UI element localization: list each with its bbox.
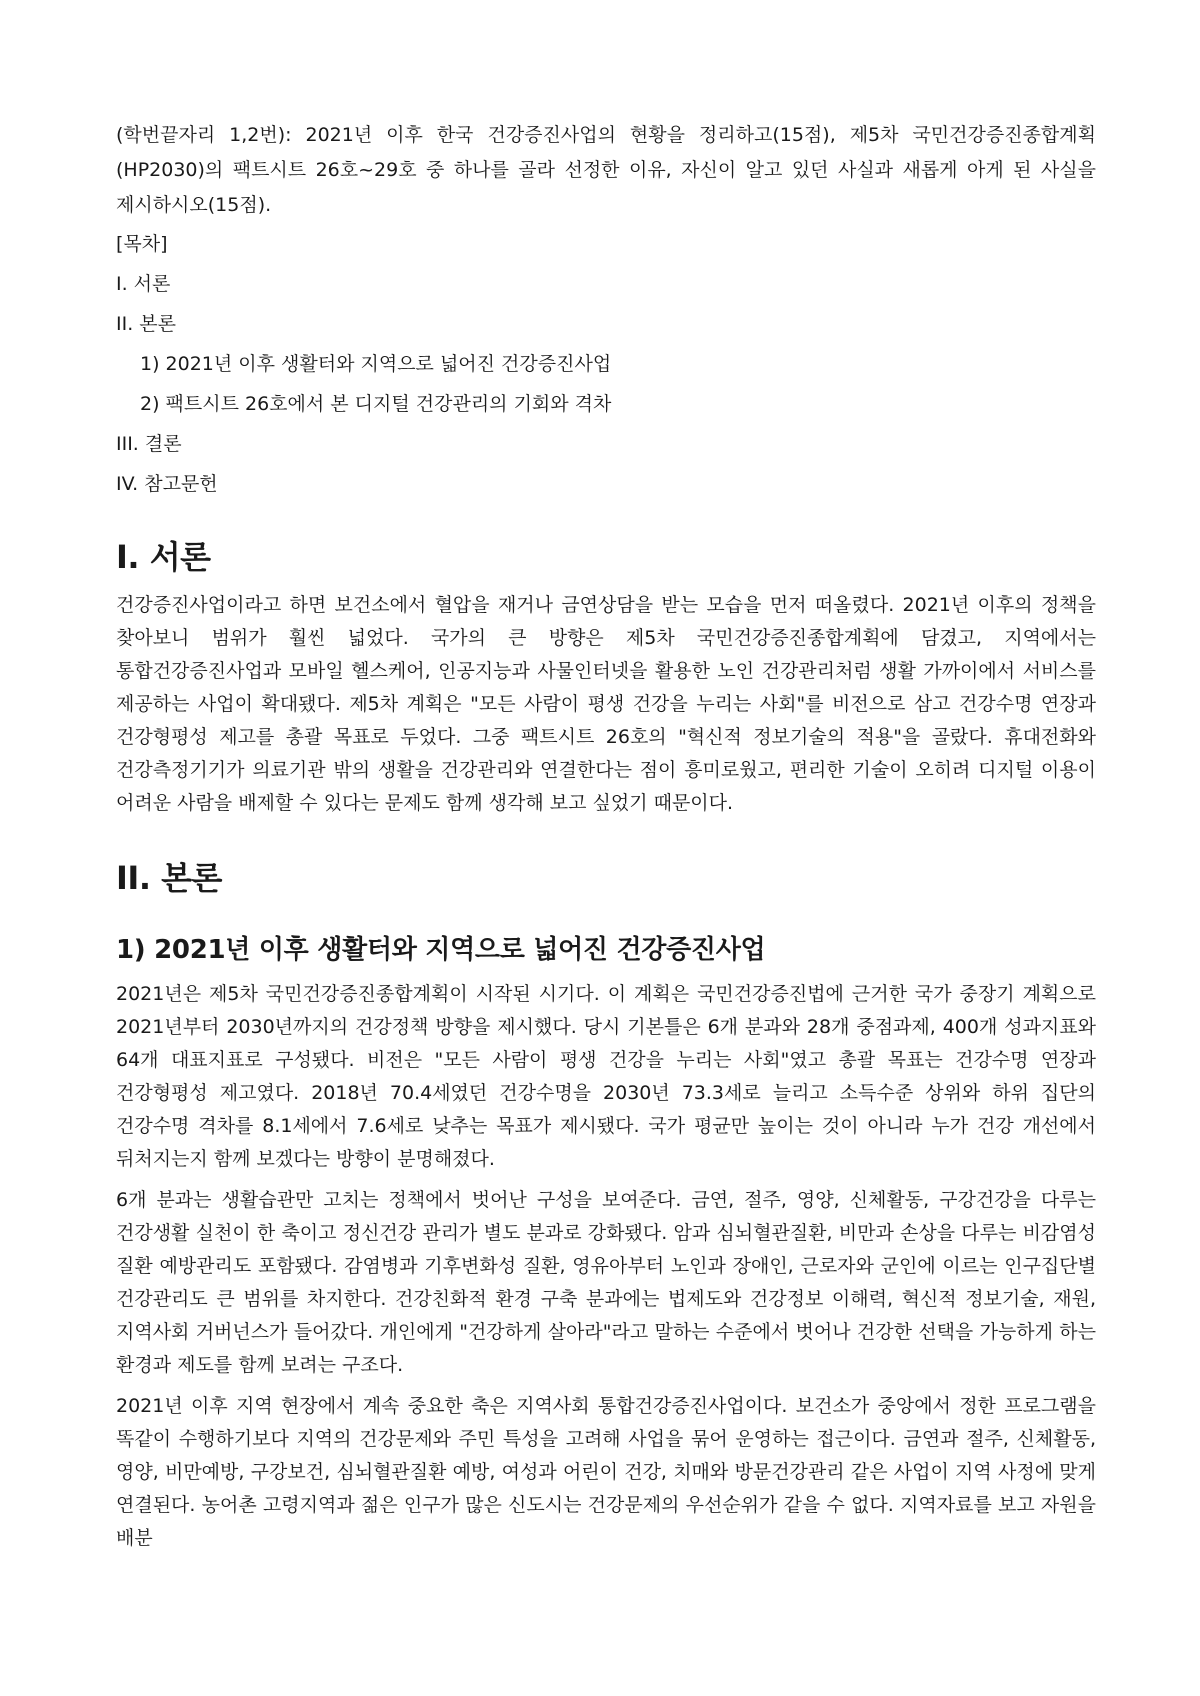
introduction-paragraph: 건강증진사업이라고 하면 보건소에서 혈압을 재거나 금연상담을 받는 모습을 먼저 떠올렸다. 2021년 이후의 정책을 찾아보니 범위가 훨씬 넓었다. 국가의 큰 방향은 제5차 국민건강증진종합계획에 담겼고, 지역에서는 통합건강증진사업과 모바일 헬스케어, 인공지능과 사물인터넷을 활용한 노인 건강관리처럼 생활 가까이에서 서비스를 제공하는 사업이 확대됐다. 제5차 계획은 "모든 사람이 평생 건강을 누리는 사회"를 비전으로 삼고 건강수명 연장과 건강형평성 제고를 총괄 목표로 두었다. 그중 팩트시트 26호의 "혁신적 정보기술의 적용"을 골랐다. 휴대전화와 건강측정기기가 의료기관 밖의 생활을 건강관리와 연결한다는 점이 흥미로웠고, 편리한 기술이 오히려 디지털 이용이 어려운 사람을 배제할 수 있다는 문제도 함께 생각해 보고 싶었기 때문이다. — [116, 594, 1096, 814]
toc-item-main-body: II. 본론 — [116, 313, 176, 335]
main-body-heading: II. 본론 — [116, 859, 222, 897]
subsection-1-heading: 1) 2021년 이후 생활터와 지역으로 넓어진 건강증진사업 — [116, 935, 766, 965]
table-of-contents — [116, 269, 1096, 499]
toc-label: [목차] — [116, 233, 168, 255]
toc-subitem-2: 2) 팩트시트 26호에서 본 디지털 건강관리의 기회와 격차 — [140, 393, 612, 415]
subsection-1-paragraph-2: 6개 분과는 생활습관만 고치는 정책에서 벗어난 구성을 보여준다. 금연, 절주, 영양, 신체활동, 구강건강을 다루는 건강생활 실천이 한 축이고 정신건강 관리가 별도 분과로 강화됐다. 암과 심뇌혈관질환, 비만과 손상을 다루는 비감염성 질환 예방관리도 포함됐다. 감염병과 기후변화성 질환, 영유아부터 노인과 장애인, 근로자와 군인에 이르는 인구집단별 건강관리도 큰 범위를 차지한다. 건강친화적 환경 구축 분과에는 법제도와 건강정보 이해력, 혁신적 정보기술, 재원, 지역사회 거버넌스가 들어갔다. 개인에게 "건강하게 살아라"라고 말하는 수준에서 벗어나 건강한 선택을 가능하게 하는 환경과 제도를 함께 보려는 구조다. — [116, 1189, 1096, 1376]
subsection-1-paragraph-3: 2021년 이후 지역 현장에서 계속 중요한 축은 지역사회 통합건강증진사업이다. 보건소가 중앙에서 정한 프로그램을 똑같이 수행하기보다 지역의 건강문제와 주민 특성을 고려해 사업을 묶어 운영하는 접근이다. 금연과 절주, 신체활동, 영양, 비만예방, 구강보건, 심뇌혈관질환 예방, 여성과 어린이 건강, 치매와 방문건강관리 같은 사업이 지역 사정에 맞게 연결된다. 농어촌 고령지역과 젊은 인구가 많은 신도시는 건강문제의 우선순위가 같을 수 없다. 지역자료를 보고 자원을 배분 — [116, 1395, 1096, 1549]
introduction-heading: I. 서론 — [116, 538, 211, 576]
assignment-prompt: (학번끝자리 1,2번): 2021년 이후 한국 건강증진사업의 현황을 정리하고(15점), 제5차 국민건강증진종합계획(HP2030)의 팩트시트 26호~29호 중 하나를 골라 선정한 이유, 자신이 알고 있던 사실과 새롭게 아게 된 사실을 제시하시오(15점). — [116, 124, 1096, 216]
toc-subitem-1: 1) 2021년 이후 생활터와 지역으로 넓어진 건강증진사업 — [140, 353, 612, 375]
subsection-1-paragraph-1: 2021년은 제5차 국민건강증진종합계획이 시작된 시기다. 이 계획은 국민건강증진법에 근거한 국가 중장기 계획으로 2021년부터 2030년까지의 건강정책 방향을 제시했다. 당시 기본틀은 6개 분과와 28개 중점과제, 400개 성과지표와 64개 대표지표로 구성됐다. 비전은 "모든 사람이 평생 건강을 누리는 사회"였고 총괄 목표는 건강수명 연장과 건강형평성 제고였다. 2018년 70.4세였던 건강수명을 2030년 73.3세로 늘리고 소득수준 상위와 하위 집단의 건강수명 격차를 8.1세에서 7.6세로 낮추는 목표가 제시됐다. 국가 평균만 높이는 것이 아니라 누가 건강 개선에서 뒤처지는지 함께 보겠다는 방향이 분명해졌다. — [116, 983, 1096, 1170]
toc-item-references: IV. 참고문헌 — [116, 473, 218, 495]
toc-item-conclusion: III. 결론 — [116, 433, 182, 455]
toc-item-introduction: I. 서론 — [116, 273, 171, 295]
